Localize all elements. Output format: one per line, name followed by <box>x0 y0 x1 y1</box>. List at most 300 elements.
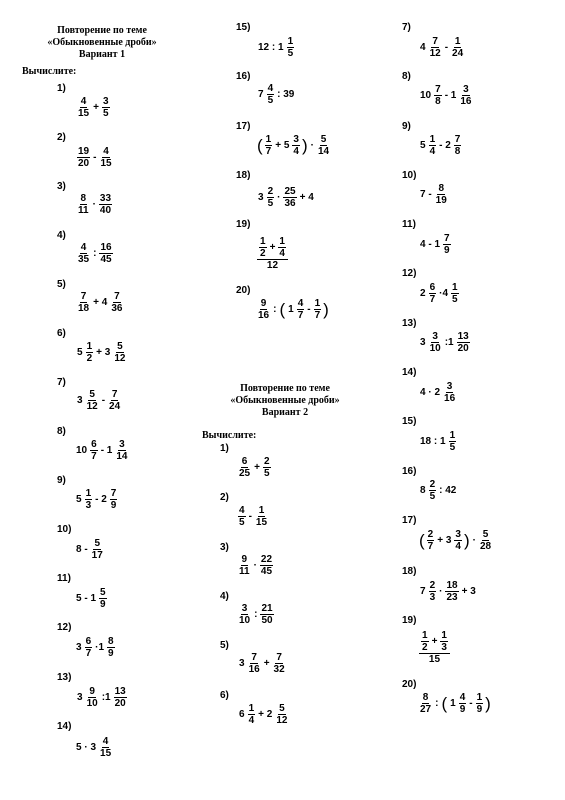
fraction <box>238 456 251 479</box>
denominator: 20 <box>114 698 126 709</box>
numerator: 18 <box>446 580 458 591</box>
fraction <box>287 36 295 59</box>
exercise-number: 7) <box>402 22 411 33</box>
operator-text: 3 <box>77 692 83 703</box>
exercise-number: 8) <box>402 71 411 82</box>
denominator: 9 <box>444 245 450 256</box>
operator-text: + <box>269 242 276 253</box>
fraction <box>114 686 127 709</box>
fraction <box>275 703 288 726</box>
variant1-title-line3: Вариант 1 <box>78 49 126 60</box>
operator-text: 10 <box>420 90 432 101</box>
exercise-expression <box>418 381 457 404</box>
numerator: 4 <box>80 96 87 107</box>
denominator: 27 <box>420 704 432 715</box>
numerator: 1 <box>248 703 255 714</box>
fraction <box>429 36 442 59</box>
denominator: 24 <box>109 401 121 412</box>
fraction <box>102 96 110 119</box>
numerator: 1 <box>260 236 266 247</box>
denominator: 2 <box>86 353 93 364</box>
exercise-number: 14) <box>57 721 72 732</box>
denominator: 5 <box>452 294 458 305</box>
numerator: 3 <box>463 84 469 95</box>
numerator: 25 <box>284 186 296 197</box>
operator-text: 7 <box>420 586 426 597</box>
operator-text: :1 <box>101 692 111 703</box>
variant1-heading <box>22 25 182 61</box>
fraction <box>255 505 268 528</box>
denominator: 18 <box>78 303 90 314</box>
fraction <box>248 703 256 726</box>
fraction <box>99 146 112 169</box>
numerator: 7 <box>114 291 120 302</box>
operator-text: + 5 <box>275 140 290 151</box>
denominator: 23 <box>446 592 458 603</box>
denominator: 5 <box>429 491 436 502</box>
fraction <box>85 636 93 659</box>
denominator: 10 <box>239 615 251 626</box>
fraction <box>429 282 437 305</box>
numerator: 5 <box>100 587 106 598</box>
numerator: 4 <box>102 736 109 747</box>
fraction <box>451 36 464 59</box>
exercise-expression <box>418 331 471 354</box>
numerator: 8 <box>80 193 87 204</box>
numerator: 7 <box>110 488 117 499</box>
operator-text: - <box>93 152 97 163</box>
fraction <box>257 298 270 321</box>
denominator: 36 <box>284 198 296 209</box>
numerator: 7 <box>432 36 438 47</box>
fraction <box>113 341 126 364</box>
fraction <box>419 692 432 715</box>
fraction <box>454 529 462 552</box>
fraction <box>85 488 93 511</box>
operator-text: 5 <box>76 494 82 505</box>
denominator: 10 <box>86 698 98 709</box>
numerator: 1 <box>449 430 456 441</box>
denominator: 9 <box>108 648 114 659</box>
exercise-number: 18) <box>402 566 417 577</box>
numerator: 6 <box>91 439 97 450</box>
denominator: 7 <box>427 541 434 552</box>
denominator: 15 <box>100 748 112 759</box>
numerator: 2 <box>267 186 274 197</box>
exercise-expression <box>256 236 289 271</box>
denominator: 5 <box>267 95 274 106</box>
numerator: 3 <box>432 331 438 342</box>
operator-text: · <box>439 586 443 597</box>
fraction <box>449 430 457 453</box>
numerator: 2 <box>263 456 270 467</box>
exercise-number: 6) <box>220 690 229 701</box>
numerator: 2 <box>429 580 436 591</box>
exercise-expression <box>74 587 108 610</box>
operator-text: - 2 <box>95 494 107 505</box>
numerator: 1 <box>279 236 285 247</box>
denominator: 11 <box>239 566 250 577</box>
fraction <box>297 298 305 321</box>
denominator: 4 <box>279 248 285 259</box>
numerator: 5 <box>117 341 123 352</box>
bracket: ) <box>463 531 470 550</box>
fraction <box>259 236 267 259</box>
operator-text: : 39 <box>277 89 295 100</box>
denominator: 4 <box>293 146 299 157</box>
denominator: 9 <box>100 599 106 610</box>
operator-text: · <box>277 192 281 203</box>
fraction <box>260 603 273 626</box>
exercise-expression <box>237 603 275 626</box>
denominator: 5 <box>287 48 294 59</box>
denominator: 20 <box>457 343 469 354</box>
numerator: 3 <box>446 381 453 392</box>
denominator: 5 <box>449 442 456 453</box>
fraction <box>429 479 437 502</box>
exercise-number: 5) <box>57 279 66 290</box>
compound-denominator: 15 <box>428 654 441 665</box>
numerator: 1 <box>454 36 461 47</box>
numerator: 7 <box>454 134 461 145</box>
fraction <box>238 505 246 528</box>
fraction <box>248 652 261 675</box>
denominator: 5 <box>267 198 274 209</box>
denominator: 11 <box>78 205 89 216</box>
denominator: 35 <box>78 254 90 265</box>
denominator: 15 <box>255 517 268 528</box>
fraction <box>99 242 112 265</box>
fraction <box>451 282 459 305</box>
operator-text: + <box>93 102 99 113</box>
exercise-expression <box>418 430 457 453</box>
fraction <box>459 692 467 715</box>
numerator: 1 <box>86 341 93 352</box>
operator-text: - 2 <box>439 140 451 151</box>
numerator: 22 <box>260 554 273 565</box>
operator-text: + 3 <box>96 347 111 358</box>
fraction <box>278 236 286 259</box>
exercise-expression <box>418 282 460 305</box>
fraction <box>421 630 429 653</box>
denominator: 17 <box>91 550 103 561</box>
denominator: 14 <box>318 146 330 157</box>
operator-text: - 1 <box>444 90 457 101</box>
fraction <box>108 389 121 412</box>
operator-text: : <box>254 609 258 620</box>
operator-text: 1 <box>288 304 294 315</box>
denominator: 16 <box>460 96 472 107</box>
numerator: 4 <box>267 83 274 94</box>
exercise-expression <box>418 84 473 107</box>
variant1-title-line2: «Обыкновенные дроби» <box>47 37 157 48</box>
variant2-instruction: Вычислите: <box>202 430 257 441</box>
exercise-expression <box>76 193 113 216</box>
variant2-title-line2: «Обыкновенные дроби» <box>230 395 340 406</box>
denominator: 25 <box>239 468 251 479</box>
numerator: 3 <box>293 134 299 145</box>
exercise-expression <box>418 529 493 552</box>
operator-text: 4 <box>420 42 426 53</box>
denominator: 3 <box>441 642 447 653</box>
numerator: 1 <box>422 630 428 641</box>
denominator: 15 <box>78 108 90 119</box>
fraction <box>263 456 271 479</box>
exercise-expression <box>74 636 116 659</box>
operator-text: 1 <box>450 698 456 709</box>
exercise-expression <box>237 652 287 675</box>
operator-text: 3 <box>76 642 82 653</box>
fraction <box>86 389 99 412</box>
fraction <box>265 134 273 157</box>
exercise-number: 8) <box>57 426 66 437</box>
fraction <box>86 341 94 364</box>
operator-text: : <box>93 248 97 259</box>
fraction <box>267 83 275 106</box>
operator-text: + 4 <box>299 192 314 203</box>
denominator: 4 <box>248 715 255 726</box>
fraction <box>99 736 112 759</box>
exercise-expression <box>74 736 113 759</box>
denominator: 24 <box>452 48 464 59</box>
operator-text: · <box>472 535 476 546</box>
fraction <box>107 636 115 659</box>
operator-text: 2 <box>420 288 426 299</box>
numerator: 1 <box>452 282 458 293</box>
exercise-expression <box>75 686 128 709</box>
operator-text: + 3 <box>437 535 452 546</box>
exercise-number: 12) <box>57 622 72 633</box>
exercise-expression <box>256 186 316 209</box>
denominator: 15 <box>100 158 112 169</box>
operator-text: 5 - 1 <box>76 593 97 604</box>
denominator: 19 <box>435 195 447 206</box>
operator-text: 18 : 1 <box>420 436 446 447</box>
operator-text: 4 - 1 <box>420 239 441 250</box>
numerator: 6 <box>85 636 92 647</box>
exercise-expression <box>418 183 449 206</box>
fraction <box>238 554 251 577</box>
exercise-expression <box>418 479 458 502</box>
numerator: 5 <box>89 389 95 400</box>
fraction <box>314 298 322 321</box>
fraction <box>454 134 462 157</box>
denominator: 16 <box>444 393 456 404</box>
operator-text: : <box>435 698 439 709</box>
numerator: 4 <box>80 242 87 253</box>
numerator: 7 <box>444 233 450 244</box>
numerator: 3 <box>119 439 125 450</box>
exercise-number: 19) <box>236 219 251 230</box>
compound-fraction <box>257 236 288 271</box>
variant1-title-line1: Повторение по теме <box>57 25 147 36</box>
operator-text: 5 <box>420 140 426 151</box>
numerator: 8 <box>422 692 429 703</box>
exercise-expression <box>75 341 127 364</box>
fraction <box>459 84 472 107</box>
fraction <box>292 134 300 157</box>
exercise-expression <box>418 692 492 715</box>
operator-text: · <box>92 199 96 210</box>
numerator: 1 <box>265 134 272 145</box>
denominator: 12 <box>276 715 288 726</box>
exercise-expression <box>76 242 114 265</box>
operator-text: + <box>254 462 260 473</box>
fraction <box>427 529 435 552</box>
numerator: 1 <box>441 630 447 641</box>
operator-text: ·4 <box>439 288 449 299</box>
denominator: 5 <box>102 108 109 119</box>
fraction <box>429 580 437 603</box>
bracket: ) <box>485 694 491 713</box>
bracket: ( <box>279 300 286 319</box>
numerator: 1 <box>85 488 92 499</box>
exercise-expression <box>418 36 465 59</box>
fraction <box>273 652 286 675</box>
numerator: 2 <box>427 529 434 540</box>
exercise-number: 16) <box>402 466 417 477</box>
numerator: 1 <box>476 692 483 703</box>
exercise-expression <box>418 630 451 665</box>
exercise-expression <box>74 439 129 462</box>
exercise-number: 9) <box>57 475 66 486</box>
denominator: 7 <box>314 310 321 321</box>
exercise-expression <box>76 291 124 314</box>
numerator: 3 <box>241 603 248 614</box>
operator-text: 7 <box>258 89 264 100</box>
numerator: 5 <box>482 529 489 540</box>
denominator: 3 <box>429 592 436 603</box>
numerator: 2 <box>429 479 436 490</box>
exercise-expression <box>256 298 330 321</box>
fraction <box>267 186 275 209</box>
operator-text: : 42 <box>439 485 457 496</box>
exercise-expression <box>76 96 111 119</box>
denominator: 4 <box>429 146 436 157</box>
numerator: 21 <box>261 603 273 614</box>
exercise-expression <box>74 488 118 511</box>
variant2-title-line3: Вариант 2 <box>261 407 309 418</box>
exercise-number: 15) <box>402 416 417 427</box>
numerator: 7 <box>80 291 87 302</box>
bracket: ( <box>257 136 263 155</box>
denominator: 7 <box>91 451 97 462</box>
denominator: 8 <box>454 146 461 157</box>
exercise-expression <box>418 134 462 157</box>
exercise-expression <box>237 554 274 577</box>
operator-text: ·1 <box>95 642 105 653</box>
exercise-number: 1) <box>57 83 66 94</box>
fraction <box>77 291 90 314</box>
numerator: 4 <box>297 298 304 309</box>
numerator: 7 <box>251 652 257 663</box>
denominator: 45 <box>260 566 273 577</box>
bracket: ( <box>419 531 425 550</box>
numerator: 5 <box>279 703 285 714</box>
operator-text: + 4 <box>93 297 108 308</box>
exercise-number: 12) <box>402 268 417 279</box>
fraction <box>479 529 492 552</box>
denominator: 20 <box>78 158 90 169</box>
denominator: 16 <box>258 310 270 321</box>
numerator: 1 <box>287 36 294 47</box>
operator-text: · <box>253 560 257 571</box>
operator-text: :1 <box>444 337 454 348</box>
exercise-expression <box>256 83 296 106</box>
exercise-expression <box>75 389 122 412</box>
fraction <box>110 488 118 511</box>
numerator: 13 <box>114 686 126 697</box>
exercise-number: 15) <box>236 22 251 33</box>
denominator: 36 <box>111 303 123 314</box>
exercise-number: 3) <box>57 181 66 192</box>
exercise-number: 16) <box>236 71 251 82</box>
exercise-number: 20) <box>402 679 417 690</box>
exercise-number: 3) <box>220 542 229 553</box>
compound-denominator: 12 <box>266 260 279 271</box>
exercise-number: 11) <box>57 573 71 584</box>
operator-text: - <box>101 395 106 406</box>
compound-numerator <box>419 630 450 654</box>
operator-text: 3 <box>420 337 426 348</box>
numerator: 33 <box>99 193 112 204</box>
denominator: 4 <box>455 541 461 552</box>
denominator: 8 <box>435 96 441 107</box>
fraction <box>110 291 123 314</box>
operator-text: 5 · 3 <box>76 742 97 753</box>
operator-text: + 3 <box>461 586 476 597</box>
numerator: 7 <box>276 652 282 663</box>
exercise-number: 1) <box>220 443 229 454</box>
numerator: 4 <box>459 692 466 703</box>
exercise-number: 4) <box>220 591 229 602</box>
operator-text: : <box>273 304 277 315</box>
operator-text: - <box>444 42 449 53</box>
exercise-number: 13) <box>402 318 417 329</box>
fraction <box>115 439 128 462</box>
operator-text: - <box>248 511 252 522</box>
exercise-number: 4) <box>57 230 66 241</box>
numerator: 6 <box>429 282 436 293</box>
denominator: 16 <box>248 664 260 675</box>
numerator: 7 <box>435 84 441 95</box>
numerator: 1 <box>314 298 321 309</box>
numerator: 7 <box>111 389 118 400</box>
operator-text: + <box>431 636 438 647</box>
denominator: 32 <box>273 664 285 675</box>
exercise-expression <box>256 134 331 157</box>
exercise-expression <box>237 703 289 726</box>
exercise-number: 2) <box>220 492 229 503</box>
denominator: 9 <box>476 704 483 715</box>
numerator: 1 <box>258 505 265 516</box>
numerator: 19 <box>78 146 90 157</box>
numerator: 1 <box>429 134 436 145</box>
exercise-number: 6) <box>57 328 66 339</box>
fraction <box>476 692 484 715</box>
fraction <box>443 381 456 404</box>
exercise-number: 18) <box>236 170 251 181</box>
fraction <box>99 587 107 610</box>
compound-fraction <box>419 630 450 665</box>
fraction <box>99 193 112 216</box>
denominator: 14 <box>116 451 128 462</box>
exercise-expression <box>256 36 295 59</box>
exercise-number: 11) <box>402 219 416 230</box>
exercise-number: 13) <box>57 672 72 683</box>
numerator: 4 <box>103 146 109 157</box>
bracket: ) <box>323 300 329 319</box>
